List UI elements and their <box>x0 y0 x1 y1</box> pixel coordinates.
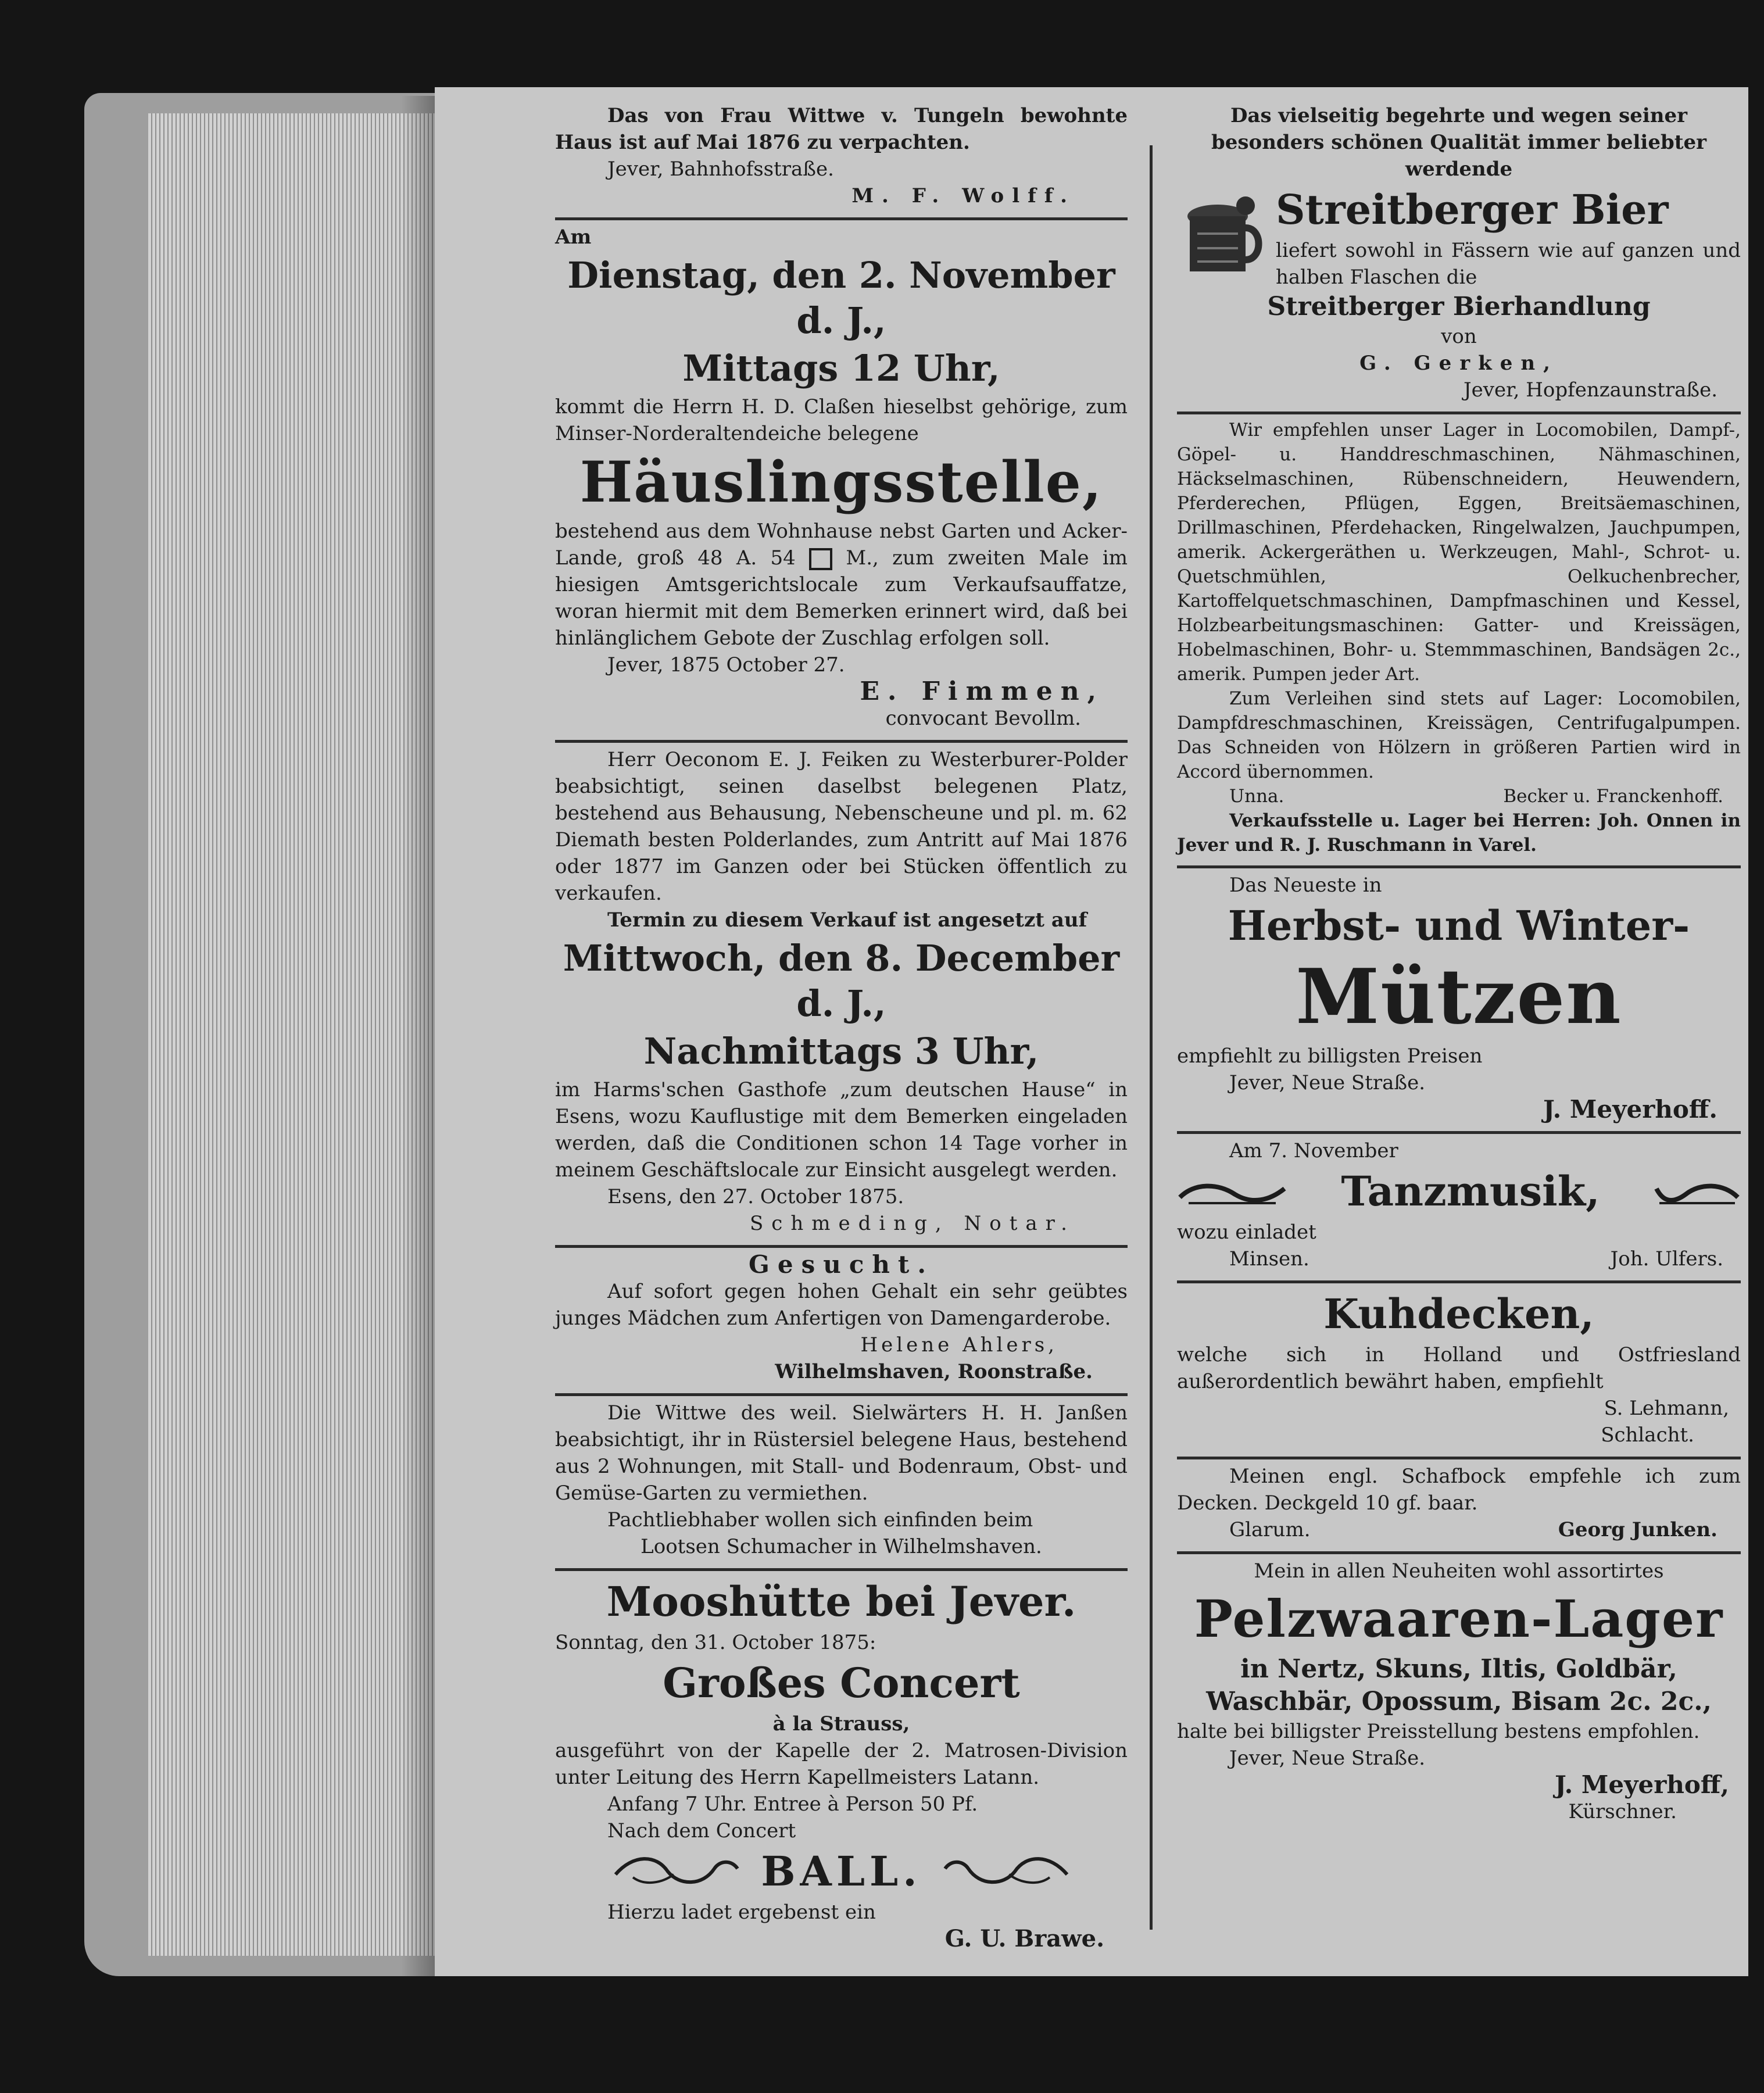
ad-intro: Das vielseitig begehrte und wegen seiner besonders schönen Qualität immer beliebter werdende <box>1211 104 1706 181</box>
page-edges <box>148 113 445 1956</box>
ad-date: Am 7. November <box>1229 1139 1398 1162</box>
ad-name: S. Lehmann, <box>1604 1397 1729 1420</box>
column-rule <box>1150 145 1153 1930</box>
ad-text: Pachtliebhaber wollen sich einfinden beim <box>607 1508 1033 1532</box>
ad-place-date: Esens, den 27. October 1875. <box>607 1185 904 1208</box>
ad-place: Minsen. <box>1229 1247 1309 1271</box>
ad-signature: Georg Junken. <box>1558 1518 1718 1541</box>
ad-headline: Mützen <box>1296 952 1622 1041</box>
flourish-left-icon <box>610 1851 743 1892</box>
ad-machinery <box>1177 414 1741 868</box>
ad-headline: Herbst- und Winter- <box>1228 901 1690 950</box>
ad-signature: E. Fimmen, <box>860 677 1104 706</box>
ball-label: BALL. <box>761 1847 922 1895</box>
ad-von: von <box>1441 325 1477 348</box>
ad-house-ruestersiel <box>555 1396 1128 1571</box>
beer-mug-icon <box>1177 193 1264 280</box>
ad-text: Die Wittwe des weil. Sielwärters H. H. Janßen beabsichtigt, ihr in Rüstersiel belegene Haus, bestehend aus 2 Wohnungen, mit Stall- und Bodenraum, Obst- und Gemüse-Garten zu vermiethen. <box>555 1401 1128 1505</box>
ad-name: Helene Ahlers, <box>860 1333 1058 1357</box>
ad-text: ausgeführt von der Kapelle der 2. Matrosen-Division unter Leitung des Herrn Kapellmeisters Latann. <box>555 1739 1128 1789</box>
ad-time-line: Mittags 12 Uhr, <box>682 347 1000 389</box>
ad-text: Herr Oeconom E. J. Feiken zu Westerburer-Polder beabsichtigt, seinen daselbst belegenen Platz, bestehend aus Behausung, Nebenscheune und pl. m. 62 Diemath besten Polderlandes, zum Antritt auf Mai 1876 oder 1877 im Ganzen oder bei Stücken öffentlich zu verkaufen. <box>555 748 1128 905</box>
ball-row <box>555 1844 1128 1899</box>
ad-furs: in Nertz, Skuns, Iltis, Goldbär, Waschbär, Opossum, Bisam 2c. 2c., <box>1206 1654 1712 1716</box>
ad-role: Kürschner. <box>1568 1800 1677 1823</box>
ad-role: Schlacht. <box>1601 1423 1694 1447</box>
ad-headline: Streitberger Bier <box>1276 185 1669 234</box>
ad-invite: Hierzu ladet ergebenst ein <box>607 1901 876 1924</box>
ad-text: Termin zu diesem Verkauf ist angesetzt auf <box>607 908 1087 932</box>
ad-streitberger-bier <box>1177 99 1741 414</box>
right-column <box>1177 99 1741 1833</box>
ad-text: Meinen engl. Schafbock empfehle ich zum Decken. Deckgeld 10 gf. baar. <box>1177 1465 1741 1515</box>
ad-text: Wir empfehlen unser Lager in Locomobilen, Dampf-, Göpel- u. Handdreschmaschinen, Nähmaschinen, Häckselmaschinen, Rübenschneidern, Heuwendern, Pferderechen, Pflügen, Eggen, Breitsäemaschinen, Drillmaschinen, Pferdehacken, Ringelwalzen, Jauchpumpen, amerik. Ackergeräthen u. Werkzeugen, Mahl-, Schrot- u. Quetschmühlen, Oelkuchenbrecher, Kartoffelquetschmaschinen, Dampfmaschinen und Kessel, Holzbearbeitungsmaschinen: Gatter- und Kreissägen, Hobelmaschinen, Bohr- u. Stemmmaschinen, Bandsägen 2c., amerik. Pumpen jeder Art. <box>1177 420 1741 685</box>
ad-place-date: Jever, 1875 October 27. <box>607 653 845 677</box>
hand-flourish-left-icon <box>1177 1171 1287 1212</box>
ad-kuhdecken <box>1177 1283 1741 1459</box>
ad-intro: Am <box>555 226 592 249</box>
square-icon <box>809 548 832 570</box>
ad-address: Wilhelmshaven, Roonstraße. <box>775 1360 1093 1383</box>
ad-place: Unna. <box>1229 786 1284 807</box>
ad-text: empfiehlt zu billigsten Preisen <box>1177 1044 1483 1068</box>
ad-headline: Kuhdecken, <box>1323 1290 1594 1338</box>
ad-headline: Häuslingsstelle, <box>579 449 1103 515</box>
ad-text: kommt die Herrn H. D. Claßen hieselbst gehörige, zum Minser-Norderaltendeiche belegene <box>555 395 1128 445</box>
ad-text: Verkaufsstelle u. Lager bei Herren: Joh. Onnen in Jever und R. J. Ruschmann in Varel. <box>1177 810 1741 856</box>
ad-intro: Das Neueste in <box>1229 874 1382 897</box>
ad-after: Nach dem Concert <box>607 1819 796 1842</box>
ad-tanzmusik <box>1177 1134 1741 1283</box>
ad-schafbock <box>1177 1459 1741 1554</box>
ad-entry: Anfang 7 Uhr. Entree à Person 50 Pf. <box>607 1793 978 1816</box>
ad-text: Zum Verleihen sind stets auf Lager: Locomobilen, Dampfdreschmaschinen, Kreissägen, Centrifugalpumpen. Das Schneiden von Hölzern in größeren Partien wird in Accord übernommen. <box>1177 688 1741 782</box>
ad-subtitle: à la Strauss, <box>772 1712 910 1736</box>
ad-gesucht <box>555 1248 1128 1396</box>
ad-name: G. Gerken, <box>1359 352 1558 375</box>
ad-firm: Streitberger Bierhandlung <box>1267 292 1651 321</box>
ad-text: halte bei billigster Preisstellung bestens empfohlen. <box>1177 1720 1700 1743</box>
left-column <box>555 99 1128 1960</box>
ad-signature: J. Meyerhoff, <box>1555 1770 1729 1799</box>
ad-muetzen <box>1177 868 1741 1134</box>
ad-signature-role: convocant Bevollm. <box>885 707 1081 730</box>
ad-signature: Joh. Ulfers. <box>1610 1247 1723 1271</box>
ad-title: Großes Concert <box>663 1659 1020 1707</box>
ad-text: liefert sowohl in Fässern wie auf ganzen und halben Flaschen die <box>1276 239 1741 289</box>
ad-place: Jever, Bahnhofsstraße. <box>607 158 834 181</box>
ad-headline: Mooshütte bei Jever. <box>606 1577 1076 1626</box>
ad-text: bestehend aus dem Wohnhause nebst Garten und Acker-Lande, groß 48 A. 54 <box>555 520 1128 570</box>
ad-place: Jever, Neue Straße. <box>1229 1071 1426 1094</box>
ad-pelzwaaren <box>1177 1554 1741 1833</box>
ad-date-line: Dienstag, den 2. November d. J., <box>567 254 1115 342</box>
ad-place: Glarum. <box>1229 1518 1311 1541</box>
ad-intro: Mein in allen Neuheiten wohl assortirtes <box>1254 1559 1664 1583</box>
ad-house-rent <box>555 99 1128 220</box>
ad-headline: Tanzmusik, <box>1341 1167 1600 1215</box>
ad-text: Auf sofort gegen hohen Gehalt ein sehr geübtes junges Mädchen zum Anfertigen von Damengarderobe. <box>555 1280 1128 1330</box>
ad-date: Sonntag, den 31. October 1875: <box>555 1631 876 1654</box>
ad-text: Das von Frau Wittwe v. Tungeln bewohnte Haus ist auf Mai 1876 zu verpachten. <box>555 104 1128 154</box>
ad-text: M., zum zweiten Male im hiesigen Amtsgerichtslocale zum Verkaufsauffatze, woran hiermit mit dem Bemerken erinnert wird, daß bei hinlänglichem Gebote der Zuschlag erfolgen soll. <box>555 546 1128 650</box>
flourish-right-icon <box>939 1851 1073 1892</box>
ad-signature: J. Meyerhoff. <box>1543 1095 1718 1124</box>
ad-text: wozu einladet <box>1177 1221 1316 1244</box>
ad-date-line: Mittwoch, den 8. December d. J., <box>563 937 1120 1025</box>
ad-text: welche sich in Holland und Ostfriesland außerordentlich bewährt haben, empfiehlt <box>1177 1343 1741 1393</box>
ad-signature: Schmeding, Notar. <box>750 1212 1075 1235</box>
ad-firm: Becker u. Franckenhoff. <box>1503 786 1723 807</box>
ad-signature: G. U. Brawe. <box>944 1925 1104 1952</box>
ad-haeuslingsstelle <box>555 220 1128 743</box>
ad-headline: Pelzwaaren-Lager <box>1194 1588 1724 1649</box>
ad-title: Gesucht. <box>749 1250 934 1279</box>
ad-text: im Harms'schen Gasthofe „zum deutschen Hause“ in Esens, wozu Kauflustige mit dem Bemerken eingeladen werden, daß die Conditionen schon 14 Tage vorher in meinem Geschäftslocale zur Einsicht ausgelegt werden. <box>555 1078 1128 1182</box>
ad-polder-sale <box>555 743 1128 1248</box>
ad-signature: M. F. Wolff. <box>851 184 1075 207</box>
ad-place: Jever, Neue Straße. <box>1229 1747 1426 1770</box>
ad-address: Jever, Hopfenzaunstraße. <box>1464 378 1718 402</box>
hand-flourish-right-icon <box>1654 1171 1741 1212</box>
ad-time-line: Nachmittags 3 Uhr, <box>643 1030 1039 1072</box>
ad-text: Lootsen Schumacher in Wilhelmshaven. <box>641 1535 1042 1558</box>
ad-concert <box>555 1571 1128 1960</box>
